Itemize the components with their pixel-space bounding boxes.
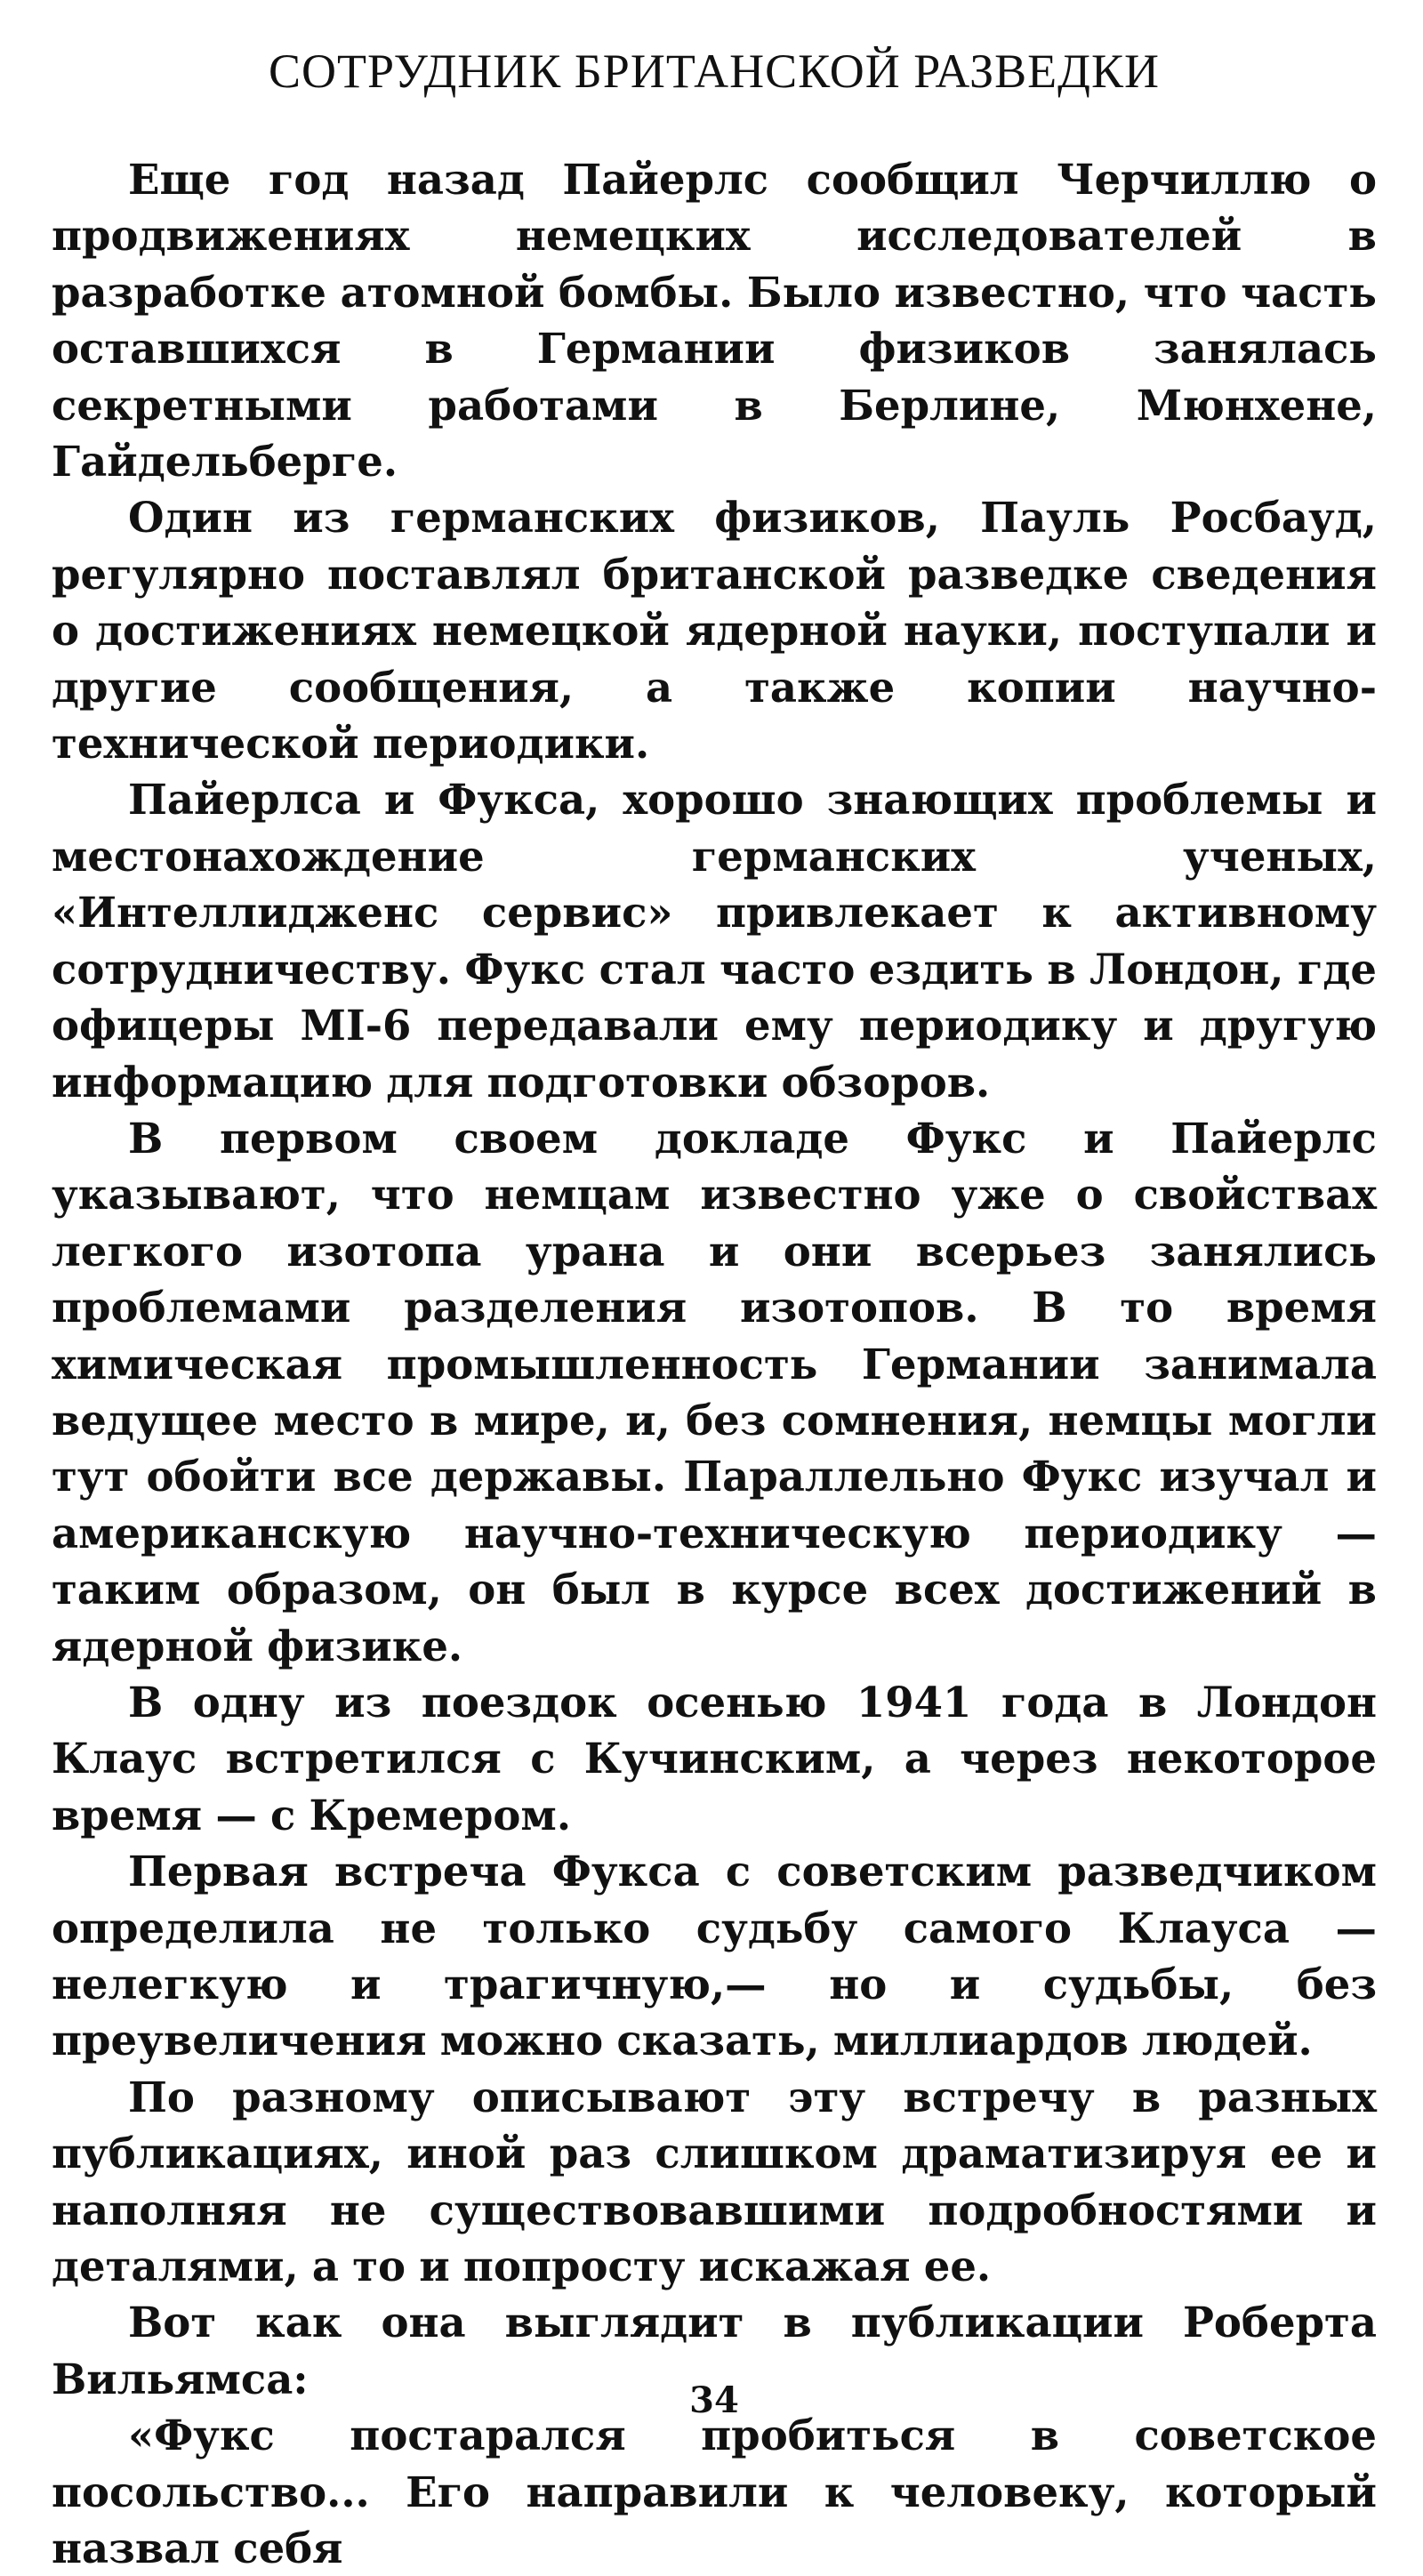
paragraph: В одну из поездок осенью 1941 года в Лондон Клаус встретился с Кучинским, а через некоторое время — с Кремером. xyxy=(52,1677,1377,1839)
page-number: 34 xyxy=(689,2379,739,2421)
paragraph: Первая встреча Фукса с советским разведчиком определила не только судьбу самого Клауса — нелегкую и трагичную,— но и судьбы, без преувеличения можно сказать, миллиардов людей. xyxy=(52,1847,1377,2065)
paragraph: Еще год назад Пайерлс сообщил Черчиллю о продвижениях немецких исследователей в разработке атомной бомбы. Было известно, что часть оставшихся в Германии физиков занялась секретными работами в Берлине, Мюнхене, Гайдельберге. xyxy=(52,155,1377,487)
paragraph: По разному описывают эту встречу в разных публикациях, иной раз слишком драматизируя ее и наполняя не существовавшими подробностями и деталями, а то и попросту искажая ее. xyxy=(52,2072,1377,2291)
paragraph: Вот как она выглядит в публикации Роберта Вильямса: xyxy=(52,2298,1377,2403)
book-page xyxy=(52,36,1377,2573)
paragraph: В первом своем докладе Фукс и Пайерлс указывают, что немцам известно уже о свойствах легкого изотопа урана и они всерьез занялись проблемами разделения изотопов. В то время химическая промышленность Германии занимала ведущее место в мире, и, без сомнения, немцы могли тут обойти все державы. Параллельно Фукс изучал и американскую научно-техническую периодику — таким образом, он был в курсе всех достижений в ядерной физике. xyxy=(52,1113,1377,1670)
paragraph: «Фукс постарался пробиться в советское посольство... Его направили к человеку, который назвал себя xyxy=(52,2411,1377,2573)
running-head: СОТРУДНИК БРИТАНСКОЙ РАЗВЕДКИ xyxy=(268,44,1160,98)
paragraph: Пайерлса и Фукса, хорошо знающих проблемы и местонахождение германских ученых, «Интеллидженс сервис» привлекает к активному сотрудничеству. Фукс стал часто ездить в Лондон, где офицеры MI-6 передавали ему периодику и другую информацию для подготовки обзоров. xyxy=(52,775,1377,1107)
body-text xyxy=(52,151,1377,2576)
paragraph: Один из германских физиков, Пауль Росбауд, регулярно поставлял британской разведке сведения о достижениях немецкой ядерной науки, поступали и другие сообщения, а также копии научно-технической периодики. xyxy=(52,493,1377,769)
